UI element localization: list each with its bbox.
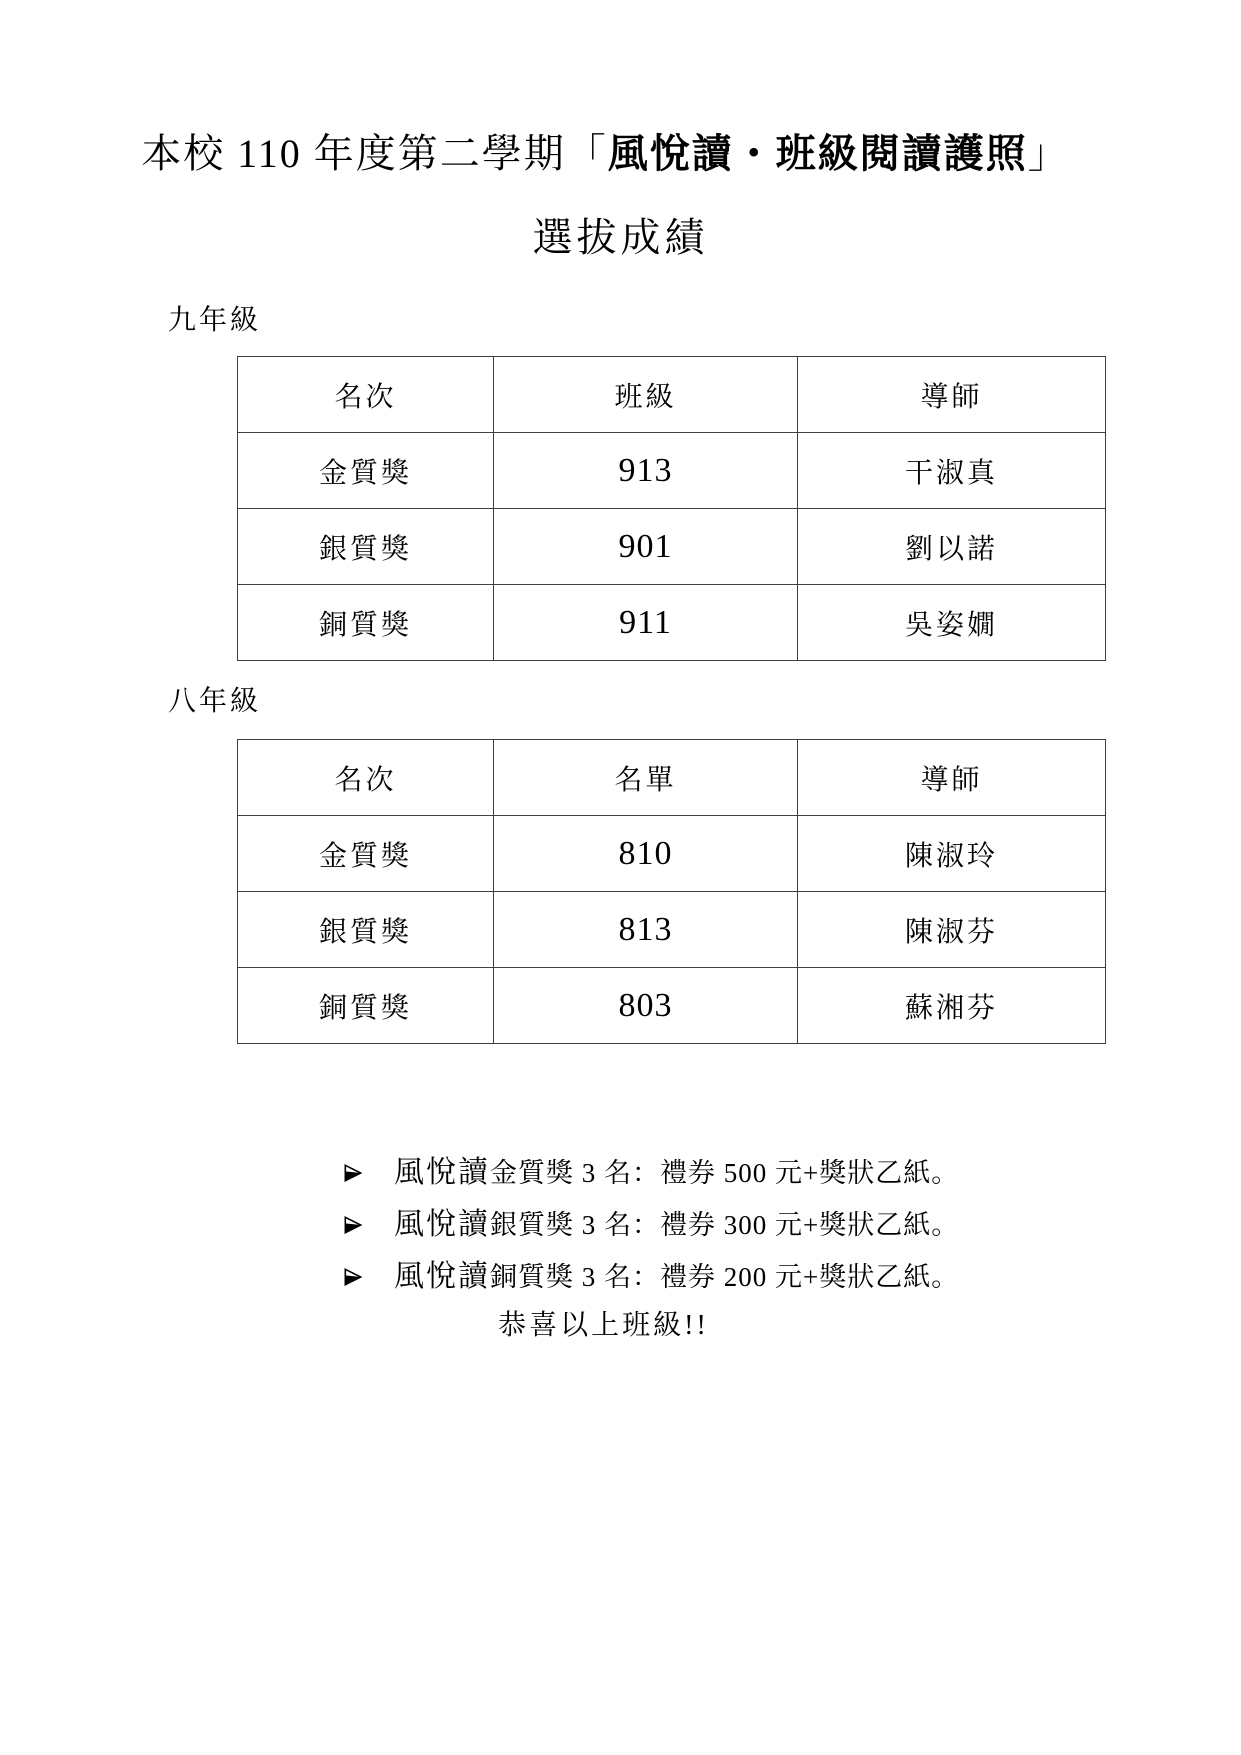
table-row [238,433,1106,509]
teacher-cell: 陳淑芬 [798,892,1106,968]
list-item-bronze-prize [342,1252,1241,1304]
table-row [238,968,1106,1044]
arrow-bullet-icon [342,1150,364,1200]
bullet-text: 銅質獎 3 名：禮券 200 元+獎狀乙紙。 [490,1262,960,1292]
title-emphasis: 風悅讀・班級閱讀護照 [607,131,1028,176]
teacher-cell: 干淑真 [798,433,1106,509]
class-cell: 901 [494,509,798,585]
teacher-cell: 劉以諾 [798,509,1106,585]
list-item-gold-prize [342,1148,1241,1200]
section-label-grade-8: 八年級 [168,686,262,717]
document-title [0,0,1226,178]
grade-8-awards-table [237,739,1106,1044]
header-rank: 名次 [238,357,494,433]
class-cell: 913 [494,433,798,509]
award-cell: 銀質獎 [238,892,494,968]
table-header-row [238,740,1106,816]
award-cell: 金質獎 [238,433,494,509]
title-prefix: 本校 110 年度第二學期 [141,131,566,176]
document-subtitle: 選拔成績 [532,215,709,260]
table-header-row [238,357,1106,433]
award-cell: 銅質獎 [238,968,494,1044]
table-row [238,892,1106,968]
award-cell: 銀質獎 [238,509,494,585]
header-teacher: 導師 [798,740,1106,816]
prize-list [342,1148,1241,1304]
bullet-text: 銀質獎 3 名：禮券 300 元+獎狀乙紙。 [490,1210,960,1240]
award-cell: 銅質獎 [238,585,494,661]
teacher-cell: 吳姿嫺 [798,585,1106,661]
bullet-lead: 風悅讀 [394,1260,490,1293]
header-class: 班級 [494,357,798,433]
class-cell: 813 [494,892,798,968]
congratulations-line: 恭喜以上班級!! [498,1310,709,1341]
table-row [238,816,1106,892]
class-cell: 911 [494,585,798,661]
table-row [238,585,1106,661]
arrow-bullet-icon [342,1254,364,1304]
teacher-cell: 陳淑玲 [798,816,1106,892]
table-row [238,509,1106,585]
arrow-bullet-icon [342,1202,364,1252]
list-item-silver-prize [342,1200,1241,1252]
award-cell: 金質獎 [238,816,494,892]
class-cell: 803 [494,968,798,1044]
grade-9-awards-table [237,356,1106,661]
section-label-grade-9: 九年級 [168,305,262,336]
title-bracket-open: 「 [565,131,608,176]
bullet-lead: 風悅讀 [394,1156,490,1189]
header-teacher: 導師 [798,357,1106,433]
class-cell: 810 [494,816,798,892]
title-bracket-close: 」 [1027,131,1070,176]
header-rank: 名次 [238,740,494,816]
teacher-cell: 蘇湘芬 [798,968,1106,1044]
bullet-lead: 風悅讀 [394,1208,490,1241]
header-list: 名單 [494,740,798,816]
bullet-text: 金質獎 3 名：禮券 500 元+獎狀乙紙。 [490,1158,960,1188]
